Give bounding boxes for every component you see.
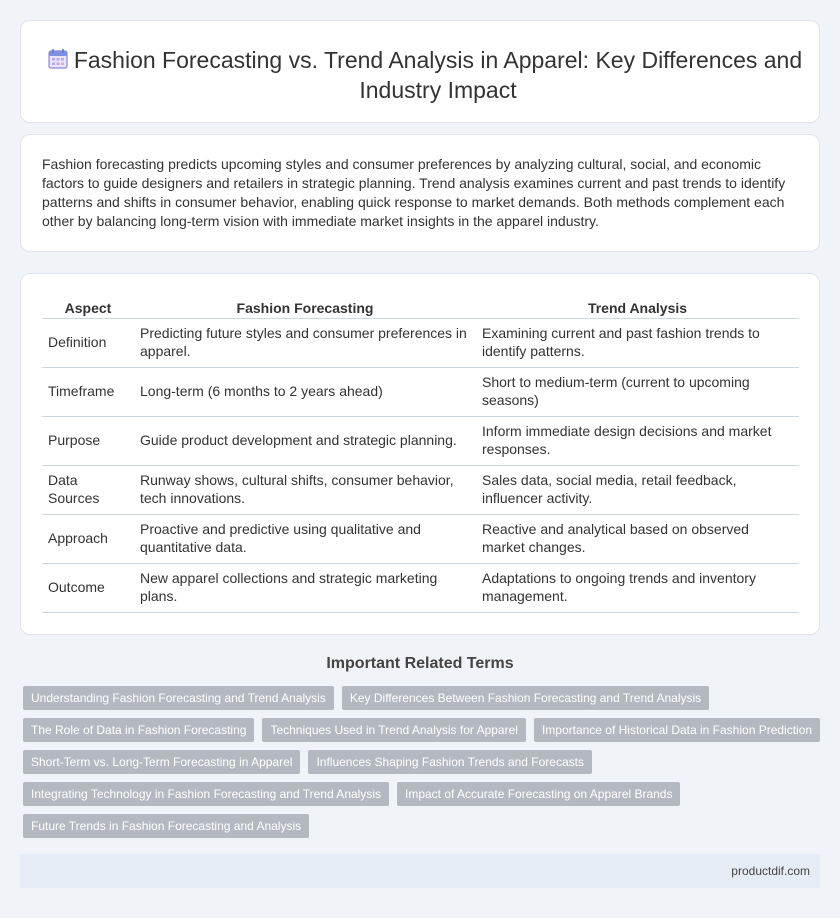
row-aspect: Timeframe	[42, 367, 134, 416]
row-forecasting: Long-term (6 months to 2 years ahead)	[134, 367, 476, 416]
related-term-tag[interactable]: Future Trends in Fashion Forecasting and Analysis	[23, 814, 309, 838]
table-row	[42, 318, 799, 367]
related-term-tag[interactable]: Key Differences Between Fashion Forecasting and Trend Analysis	[342, 686, 709, 710]
page-title: Fashion Forecasting vs. Trend Analysis in Apparel: Key Differences and Industry Impact	[73, 47, 803, 103]
related-term-tag[interactable]: Integrating Technology in Fashion Forecasting and Trend Analysis	[23, 782, 389, 806]
table-row	[42, 416, 799, 465]
row-trend: Adaptations to ongoing trends and inventory management.	[476, 563, 799, 612]
row-trend: Inform immediate design decisions and market responses.	[476, 416, 799, 465]
related-term-tag[interactable]: Impact of Accurate Forecasting on Apparel Brands	[397, 782, 680, 806]
related-term-tag[interactable]: Techniques Used in Trend Analysis for Apparel	[262, 718, 525, 742]
related-term-tag[interactable]: Importance of Historical Data in Fashion Prediction	[534, 718, 820, 742]
header-trend-analysis: Trend Analysis	[476, 298, 799, 318]
related-term-tag[interactable]: Understanding Fashion Forecasting and Trend Analysis	[23, 686, 334, 710]
row-aspect: Purpose	[42, 416, 134, 465]
related-terms-list	[23, 686, 823, 846]
row-forecasting: Proactive and predictive using qualitative and quantitative data.	[134, 514, 476, 563]
related-term-tag[interactable]: Short-Term vs. Long-Term Forecasting in Apparel	[23, 750, 300, 774]
row-trend: Reactive and analytical based on observed market changes.	[476, 514, 799, 563]
row-trend: Sales data, social media, retail feedback, influencer activity.	[476, 465, 799, 514]
related-term-tag[interactable]: The Role of Data in Fashion Forecasting	[23, 718, 254, 742]
row-forecasting: Predicting future styles and consumer preferences in apparel.	[134, 318, 476, 367]
row-aspect: Approach	[42, 514, 134, 563]
footer-site-link[interactable]: productdif.com	[731, 864, 810, 878]
intro-paragraph: Fashion forecasting predicts upcoming styles and consumer preferences by analyzing cultural, social, and economic factors to guide designers and retailers in strategic planning. Trend analysis examines current and past trends to identify patterns and shifts in consumer behavior, enabling quick response to market demands. Both methods complement each other by balancing long-term vision with immediate market insights in the apparel industry.	[42, 156, 786, 229]
row-aspect: Data Sources	[42, 465, 134, 514]
row-forecasting: Runway shows, cultural shifts, consumer behavior, tech innovations.	[134, 465, 476, 514]
header-fashion-forecasting: Fashion Forecasting	[134, 298, 476, 318]
comparison-card	[20, 273, 820, 635]
row-trend: Examining current and past fashion trends to identify patterns.	[476, 318, 799, 367]
intro-card	[20, 134, 820, 252]
comparison-table	[42, 298, 799, 613]
row-aspect: Definition	[42, 318, 134, 367]
title-card	[20, 20, 820, 123]
table-row	[42, 465, 799, 514]
row-forecasting: Guide product development and strategic planning.	[134, 416, 476, 465]
row-forecasting: New apparel collections and strategic marketing plans.	[134, 563, 476, 612]
related-term-tag[interactable]: Influences Shaping Fashion Trends and Forecasts	[308, 750, 592, 774]
footer-bar	[20, 854, 820, 888]
row-trend: Short to medium-term (current to upcoming seasons)	[476, 367, 799, 416]
row-aspect: Outcome	[42, 563, 134, 612]
table-header-row	[42, 298, 799, 318]
table-row	[42, 367, 799, 416]
header-aspect: Aspect	[42, 298, 134, 318]
table-row	[42, 514, 799, 563]
table-row	[42, 563, 799, 612]
related-terms-heading: Important Related Terms	[326, 655, 514, 672]
